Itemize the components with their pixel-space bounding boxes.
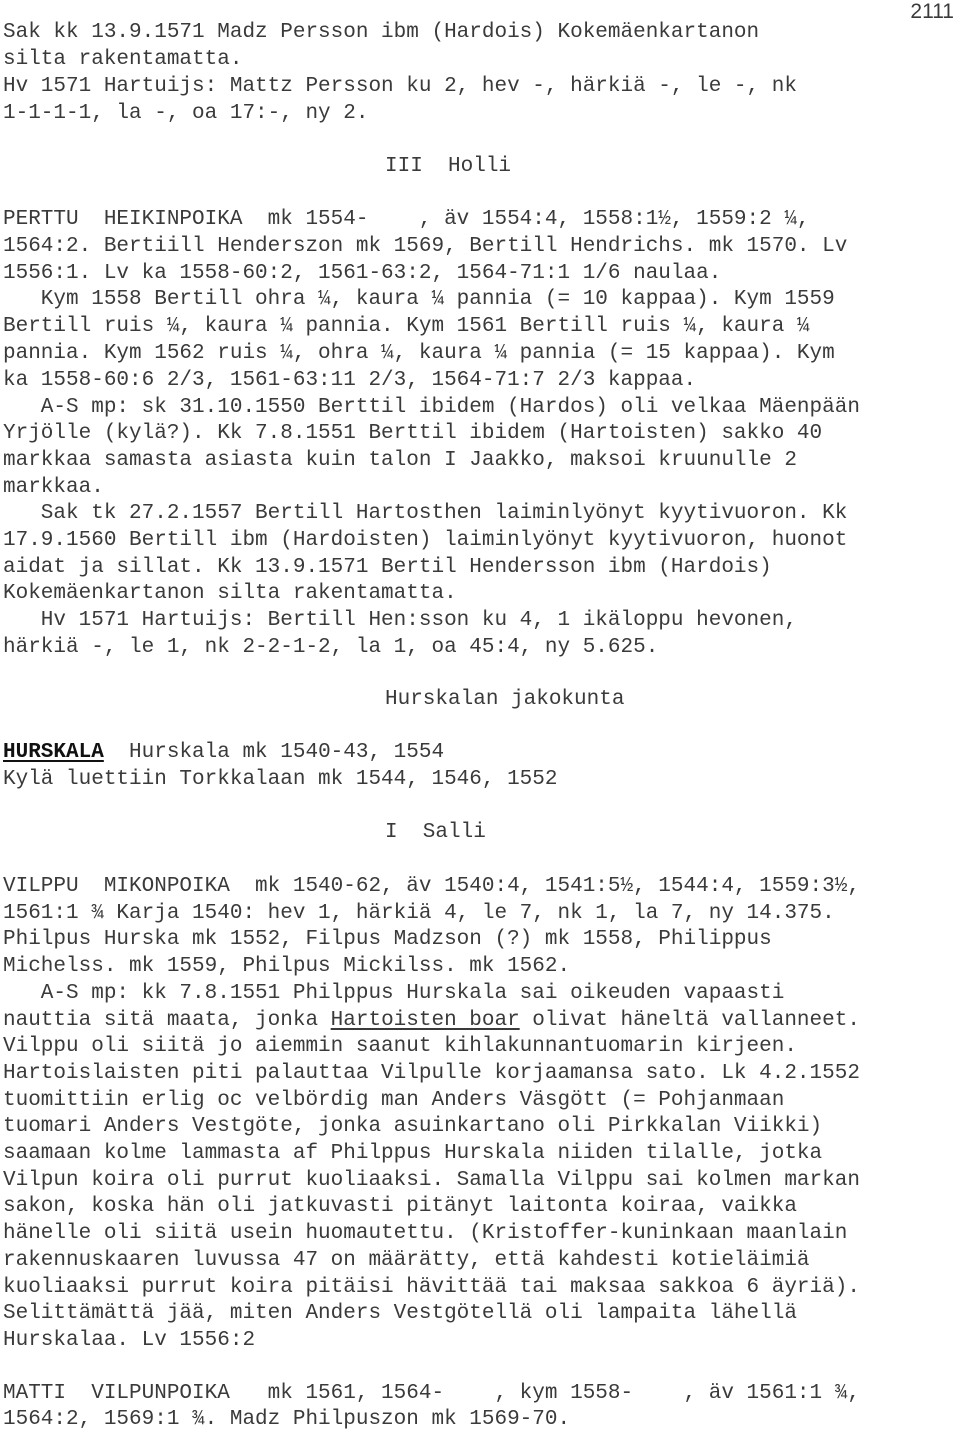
text-line: rakennuskaaren luvussa 47 on määrätty, että kahdesti kotieläimiä	[3, 1249, 810, 1272]
text-line: ka 1558-60:6 2/3, 1561-63:11 2/3, 1564-71:7 2/3 kappaa.	[3, 369, 697, 392]
text-line: A-S mp: kk 7.8.1551 Philppus Hurskala sai oikeuden vapaasti	[3, 982, 785, 1005]
section-heading-jakokunta: Hurskalan jakokunta	[385, 688, 625, 711]
text-line: pannia. Kym 1562 ruis ¼, ohra ¼, kaura ¼ pannia (= 15 kappaa). Kym	[3, 342, 835, 365]
text-line: härkiä -, le 1, nk 2-2-1-2, la 1, oa 45:4, ny 5.625.	[3, 636, 659, 659]
text-line: MATTI VILPUNPOIKA mk 1561, 1564- , kym 1558- , äv 1561:1 ¾,	[3, 1382, 860, 1405]
text-line: markkaa.	[3, 476, 104, 499]
section-heading-holli: III Holli	[385, 155, 512, 178]
text-line: VILPPU MIKONPOIKA mk 1540-62, äv 1540:4, 1541:5½, 1544:4, 1559:3½,	[3, 875, 860, 898]
text-line-underlined	[3, 1010, 860, 1034]
text-line: tuomari Anders Vestgöte, jonka asuinkartano oli Pirkkalan Viikki)	[3, 1115, 823, 1138]
text-line: 1564:2, 1569:1 ¾. Madz Philpuszon mk 1569-70.	[3, 1408, 571, 1431]
text-line: Kym 1558 Bertill ohra ¼, kaura ¼ pannia (= 10 kappaa). Kym 1559	[3, 288, 835, 311]
text-line: Vilpun koira oli purrut kuoliaaksi. Samalla Vilppu sai kolmen markan	[3, 1169, 860, 1192]
text-line: Hurskalaa. Lv 1556:2	[3, 1329, 256, 1352]
text-line: saamaan kolme lammasta af Philppus Hurskala niiden tilalle, jotka	[3, 1142, 823, 1165]
text-line: tuomittiin erlig oc velbördig man Anders Väsgött (= Pohjanmaan	[3, 1089, 785, 1112]
text-line: Vilppu oli siitä jo aiemmin saanut kihlakunnantuomarin kirjeen.	[3, 1035, 797, 1058]
text-line: Kylä luettiin Torkkalaan mk 1544, 1546, 1552	[3, 768, 558, 791]
text-line: Sak kk 13.9.1571 Madz Persson ibm (Hardois) Kokemäenkartanon	[3, 21, 760, 44]
page-number: 2111	[910, 0, 954, 23]
text-line: hänelle oli siitä usein huomautettu. (Kristoffer-kuninkaan maanlain	[3, 1222, 848, 1245]
text-span: olivat häneltä vallanneet.	[519, 1009, 860, 1032]
text-line: A-S mp: sk 31.10.1550 Berttil ibidem (Hardos) oli velkaa Mäenpään	[3, 396, 860, 419]
text-line: silta rakentamatta.	[3, 48, 243, 71]
text-line: Selittämättä jää, miten Anders Vestgötellä oli lampaita lähellä	[3, 1302, 797, 1325]
text-line: Hv 1571 Hartuijs: Mattz Persson ku 2, hev -, härkiä -, le -, nk	[3, 75, 797, 98]
text-line: sakon, koska hän oli jatkuvasti pitänyt laitonta koiraa, vaikka	[3, 1195, 797, 1218]
text-line: Yrjölle (kylä?). Kk 7.8.1551 Berttil ibidem (Hartoisten) sakko 40	[3, 422, 823, 445]
text-line: 17.9.1560 Bertill ibm (Hardoisten) laiminlyönyt kyytivuoron, huonot	[3, 529, 848, 552]
text-line: 1-1-1-1, la -, oa 17:-, ny 2.	[3, 102, 369, 125]
village-note: Hurskala mk 1540-43, 1554	[103, 741, 445, 764]
village-name: HURSKALA	[3, 741, 104, 764]
text-line: Bertill ruis ¼, kaura ¼ pannia. Kym 1561 Bertill ruis ¼, kaura ¼	[3, 315, 810, 338]
section-heading-salli: I Salli	[385, 821, 486, 844]
text-span: nauttia sitä maata, jonka	[3, 1009, 331, 1032]
text-line: kuoliaaksi purrut koira pitäisi hävittää tai maksaa sakkoa 6 äyriä).	[3, 1276, 860, 1299]
text-line: 1561:1 ¾ Karja 1540: hev 1, härkiä 4, le 7, nk 1, la 7, ny 14.375.	[3, 902, 835, 925]
text-line: aidat ja sillat. Kk 13.9.1571 Bertil Hendersson ibm (Hardois)	[3, 556, 772, 579]
text-line: 1556:1. Lv ka 1558-60:2, 1561-63:2, 1564-71:1 1/6 naulaa.	[3, 262, 722, 285]
text-line: Hartoislaisten piti palauttaa Vilpulle korjaamansa sato. Lk 4.2.1552	[3, 1062, 860, 1085]
text-line: 1564:2. Bertiill Henderszon mk 1569, Bertill Hendrichs. mk 1570. Lv	[3, 235, 848, 258]
hurskala-line	[3, 742, 444, 766]
text-line: Kokemäenkartanon silta rakentamatta.	[3, 582, 457, 605]
text-line: markkaa samasta asiasta kuin talon I Jaakko, maksoi kruunulle 2	[3, 449, 797, 472]
underlined-term: Hartoisten boar	[330, 1009, 520, 1032]
text-line: Hv 1571 Hartuijs: Bertill Hen:sson ku 4, 1 ikäloppu hevonen,	[3, 609, 797, 632]
text-line: Sak tk 27.2.1557 Bertill Hartosthen laiminlyönyt kyytivuoron. Kk	[3, 502, 848, 525]
text-line: PERTTU HEIKINPOIKA mk 1554- , äv 1554:4, 1558:1½, 1559:2 ¼,	[3, 208, 810, 231]
text-line: Philpus Hurska mk 1552, Filpus Madzson (?) mk 1558, Philippus	[3, 928, 772, 951]
text-line: Michelss. mk 1559, Philpus Mickilss. mk 1562.	[3, 955, 571, 978]
